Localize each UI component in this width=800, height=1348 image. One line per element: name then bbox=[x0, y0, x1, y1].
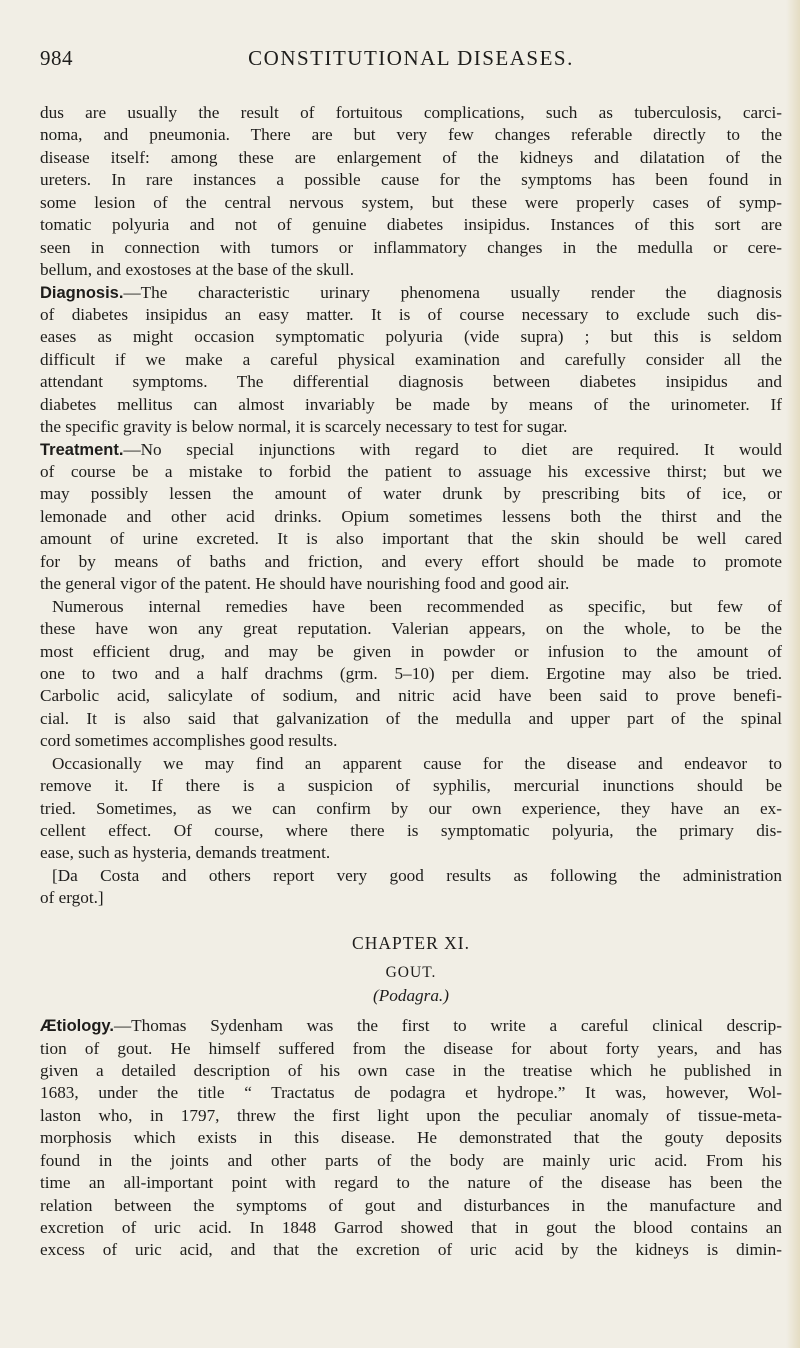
running-title: CONSTITUTIONAL DISEASES. bbox=[248, 46, 574, 70]
text-run: —The characteristic urinary phenomena usually render the diagnosis bbox=[123, 282, 782, 302]
section-heading-diagnosis: Diagnosis. bbox=[40, 283, 124, 302]
text-line: one to two and a half drachms (grm. 5–10) per diem. Ergotine may also be tried. bbox=[40, 663, 782, 683]
text-line: Numerous internal remedies have been recommended as specific, but few of bbox=[52, 596, 782, 616]
text-line: amount of urine excreted. It is also important that the skin should be well cared bbox=[40, 529, 782, 549]
text-line: laston who, in 1797, threw the first light upon the peculiar anomaly of tissue-meta- bbox=[40, 1105, 782, 1125]
text-line: these have won any great reputation. Valerian appears, on the whole, to be the bbox=[40, 619, 782, 639]
chapter-subtitle-text: (Podagra.) bbox=[373, 985, 449, 1005]
text-line: tried. Sometimes, as we can confirm by our own experience, they have an ex- bbox=[40, 798, 782, 818]
chapter-title: GOUT. bbox=[385, 964, 437, 982]
text-line: dus are usually the result of fortuitous complications, such as tuberculosis, carci- bbox=[40, 103, 782, 122]
text-run: —No special injunctions with regard to diet are required. It would bbox=[123, 439, 782, 459]
text-line: excess of uric acid, and that the excretion of uric acid by the kidneys is dimin- bbox=[40, 1240, 782, 1260]
text-line: excretion of uric acid. In 1848 Garrod showed that in gout the blood contains an bbox=[40, 1218, 782, 1237]
text-line: of diabetes insipidus an easy matter. It is of course necessary to exclude such dis- bbox=[40, 304, 782, 324]
chapter-subtitle bbox=[40, 985, 782, 1007]
text-line: most efficient drug, and may be given in powder or infusion to the amount of bbox=[40, 641, 782, 661]
text-line: some lesion of the central nervous system, but these were properly cases of symp- bbox=[40, 192, 782, 212]
page-number: 984 bbox=[40, 46, 73, 70]
chapter-number: CHAPTER XI. bbox=[352, 932, 470, 953]
page-edge-shading bbox=[786, 0, 800, 1348]
text-line: may possibly lessen the amount of water drunk by prescribing bits of ice, or bbox=[40, 484, 782, 504]
text-line: morphosis which exists in this disease. He demonstrated that the gouty deposits bbox=[40, 1128, 782, 1148]
running-head bbox=[40, 46, 782, 76]
text-line: disease itself: among these are enlargement of the kidneys and dilatation of the bbox=[40, 147, 782, 167]
diagnosis-first-line bbox=[40, 282, 782, 304]
text-line: for by means of baths and friction, and every effort should be made to promote bbox=[40, 551, 782, 571]
text-line: Occasionally we may find an apparent cause for the disease and endeavor to bbox=[52, 753, 782, 773]
text-line: Carbolic acid, salicylate of sodium, and nitric acid have been said to prove benefi- bbox=[40, 686, 782, 706]
text-line: tomatic polyuria and not of genuine diabetes insipidus. Instances of this sort are bbox=[40, 215, 782, 235]
text-line: ureters. In rare instances a possible cause for the symptoms has been found in bbox=[40, 170, 782, 190]
text-line: 1683, under the title “ Tractatus de podagra et hydrope.” It was, however, Wol- bbox=[40, 1083, 782, 1103]
text-line: cellent effect. Of course, where there is symptomatic polyuria, the primary dis- bbox=[40, 821, 782, 840]
text-line: given a detailed description of his own case in the treatise which he published in bbox=[40, 1060, 782, 1080]
text-line: ease, such as hysteria, demands treatment. bbox=[40, 843, 331, 863]
text-line: of course be a mistake to forbid the patient to assuage his excessive thirst; but we bbox=[40, 462, 782, 481]
text-line: cord sometimes accomplishes good results. bbox=[40, 731, 338, 751]
text-line: diabetes mellitus can almost invariably be made by means of the urinometer. If bbox=[40, 394, 782, 414]
text-line: eases as might occasion symptomatic polyuria (vide supra) ; but this is seldom bbox=[40, 327, 782, 347]
text-line: the specific gravity is below normal, it is scarcely necessary to test for sugar. bbox=[40, 417, 568, 437]
text-line: remove it. If there is a suspicion of syphilis, mercurial inunctions should be bbox=[40, 776, 782, 796]
text-line: difficult if we make a careful physical examination and carefully consider all the bbox=[40, 349, 782, 369]
text-line: attendant symptoms. The differential diagnosis between diabetes insipidus and bbox=[40, 372, 782, 392]
text-line: [Da Costa and others report very good results as following the administration bbox=[52, 865, 782, 885]
text-line: noma, and pneumonia. There are but very few changes referable directly to the bbox=[40, 125, 782, 145]
text-line: lemonade and other acid drinks. Opium sometimes lessens both the thirst and the bbox=[40, 506, 782, 526]
aetiology-first-line bbox=[40, 1015, 782, 1037]
section-heading-treatment: Treatment. bbox=[40, 440, 124, 459]
section-heading-aetiology: Ætiology. bbox=[40, 1017, 114, 1036]
text-line: seen in connection with tumors or inflammatory changes in the medulla or cere- bbox=[40, 237, 782, 257]
text-line: bellum, and exostoses at the base of the skull. bbox=[40, 260, 355, 280]
text-run: —Thomas Sydenham was the first to write a careful clinical descrip- bbox=[113, 1016, 782, 1036]
treatment-first-line bbox=[40, 439, 782, 461]
body-text bbox=[40, 102, 782, 1262]
text-line: cial. It is also said that galvanization of the medulla and upper part of the spinal bbox=[40, 708, 782, 728]
text-line: relation between the symptoms of gout and disturbances in the manufacture and bbox=[40, 1195, 782, 1215]
text-line: time an all-important point with regard to the nature of the disease has been the bbox=[40, 1173, 782, 1193]
text-line: of ergot.] bbox=[40, 888, 104, 908]
text-line: the general vigor of the patent. He should have nourishing food and good air. bbox=[40, 574, 570, 594]
text-line: tion of gout. He himself suffered from the disease for about forty years, and has bbox=[40, 1038, 782, 1058]
text-line: found in the joints and other parts of the body are mainly uric acid. From his bbox=[40, 1150, 782, 1170]
